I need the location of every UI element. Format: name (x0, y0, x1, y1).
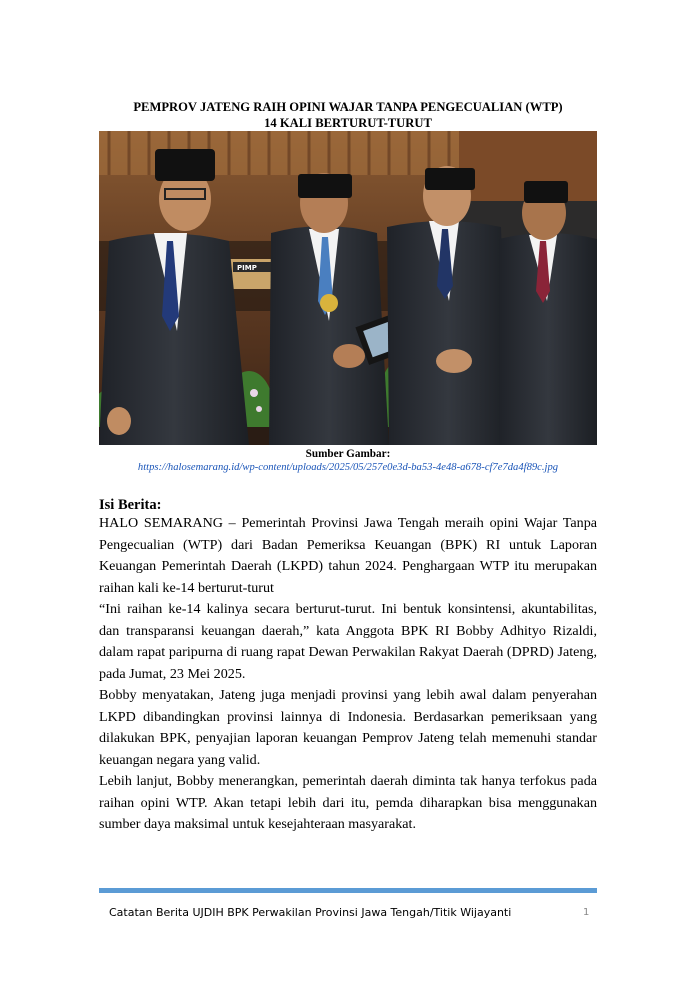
article-paragraph: “Ini raihan ke-14 kalinya secara berturut-turut. Ini bentuk konsintensi, akuntabilitas, dan transparansi keuangan daerah,” kata Anggota BPK RI Bobby Adhityo Rizaldi, dalam rapat paripurna di ruang rapat Dewan Perwakilan Rakyat Daerah (DPRD) Jateng, pada Jumat, 23 Mei 2025. (99, 601, 597, 682)
footer-text: Catatan Berita UJDIH BPK Perwakilan Provinsi Jawa Tengah/Titik Wijayanti (109, 906, 512, 919)
image-source-label: Sumber Gambar: (305, 448, 391, 460)
article-paragraph: Bobby menyatakan, Jateng juga menjadi provinsi yang lebih awal dalam penyerahan LKPD dibandingkan provinsi lainnya di Indonesia. Berdasarkan pemeriksaan yang dilakukan BPK, penyajian laporan keuangan Pemprov Jateng telah memenuhi standar keuangan negara yang valid. (99, 687, 597, 768)
news-photo (99, 131, 597, 445)
article-paragraph: HALO SEMARANG – Pemerintah Provinsi Jawa Tengah meraih opini Wajar Tanpa Pengecualian (WTP) dari Badan Pemeriksa Keuangan (BPK) RI untuk Laporan Keuangan Pemerintah Daerah (LKPD) tahun 2024. Penghargaan WTP itu merupakan raihan kali ke-14 berturut-turut (99, 515, 597, 596)
article-body (99, 513, 597, 836)
podium-sign: PIMP (237, 264, 257, 272)
footer-divider (99, 888, 597, 893)
title-line-1: PEMPROV JATENG RAIH OPINI WAJAR TANPA PENGECUALIAN (WTP) (133, 100, 563, 114)
page-title (99, 99, 597, 131)
photo-four-officials-receiving-award-icon (99, 131, 597, 445)
image-source-link[interactable]: https://halosemarang.id/wp-content/uploads/2025/05/257e0e3d-ba53-4e48-a678-cf7e7da4f89c.jpg (137, 462, 559, 473)
page-number: 1 (583, 907, 590, 918)
section-heading: Isi Berita: (99, 497, 162, 513)
title-line-2: 14 KALI BERTURUT-TURUT (264, 116, 432, 130)
article-paragraph: Lebih lanjut, Bobby menerangkan, pemerintah daerah diminta tak hanya terfokus pada raihan opini WTP. Akan tetapi lebih dari itu, pemda diharapkan bisa menggunakan sumber daya maksimal untuk kesejahteraan masyarakat. (99, 773, 597, 832)
